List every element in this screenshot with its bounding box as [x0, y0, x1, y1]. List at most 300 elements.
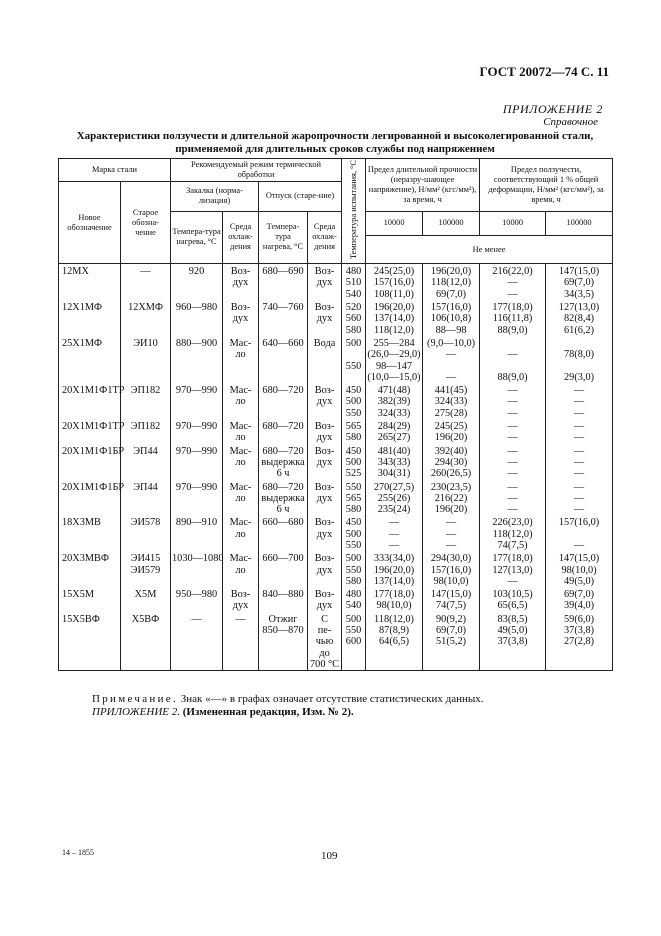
cell-rupture-10000-line: 196(20,0)	[373, 302, 415, 314]
cell-quench-medium-line: дух	[232, 277, 249, 289]
cell-test-temp-line: 550	[345, 407, 362, 419]
cell-quench-medium-line: ло	[235, 349, 246, 361]
cell-temper-medium-line: Вода	[313, 337, 336, 349]
cell-temper-temp	[259, 383, 308, 419]
cell-creep-10000-line: —	[507, 421, 518, 433]
cell-old-grade-line: ЭИ415	[130, 553, 161, 565]
cell-rupture-10000	[366, 300, 423, 336]
cell-creep-10000	[480, 551, 546, 587]
cell-rupture-100000-line: 147(15,0)	[430, 589, 472, 601]
cell-rupture-10000-line: 98—147	[376, 360, 413, 372]
cell-new-grade-line: 20Х3МВФ	[62, 553, 110, 565]
cell-rupture-100000	[423, 300, 480, 336]
cell-temper-temp	[259, 612, 308, 671]
cell-creep-10000-line: 74(7,5)	[497, 540, 528, 551]
table-row	[59, 419, 613, 444]
cell-rupture-100000-line: 260(26,5)	[430, 468, 472, 480]
cell-new-grade-line: 20Х1М1Ф1БР	[62, 481, 125, 493]
cell-creep-100000-line: —	[573, 456, 585, 468]
cell-rupture-10000-line: 255—284	[373, 337, 415, 349]
table-row	[59, 383, 613, 419]
cell-old-grade-line: ЭП182	[130, 385, 161, 397]
cell-rupture-10000-line: —	[388, 540, 400, 551]
cell-rupture-100000	[423, 383, 480, 419]
cell-new-grade	[59, 612, 121, 671]
cell-temper-medium-line: Воз-	[314, 517, 335, 529]
cell-rupture-100000	[423, 515, 480, 551]
cell-old-grade-line: 12ХМФ	[128, 302, 163, 314]
cell-rupture-100000	[423, 264, 480, 300]
cell-temper-medium-line: 700 °С	[310, 658, 340, 670]
cell-creep-100000-line: 147(15,0)	[558, 553, 600, 565]
cell-creep-10000-line: —	[507, 277, 518, 289]
table-row	[59, 480, 613, 516]
cell-rupture-100000-line: (9,0—10,0)	[427, 337, 476, 349]
cell-rupture-100000-line: 118(12,0)	[431, 277, 472, 289]
cell-creep-100000-line: —	[573, 540, 585, 551]
cell-test-temp-line: 580	[345, 432, 362, 444]
cell-quench-medium	[223, 419, 259, 444]
table-row	[59, 587, 613, 612]
cell-creep-100000	[546, 515, 613, 551]
cell-temper-temp	[259, 587, 308, 612]
cell-creep-10000	[480, 383, 546, 419]
cell-temper-temp-line: 850—870	[262, 625, 304, 637]
cell-quench-medium-line: ло	[235, 432, 246, 444]
cell-quench-medium-line: Воз-	[230, 266, 251, 278]
cell-new-grade	[59, 515, 121, 551]
cell-old-grade	[121, 480, 171, 516]
cell-quench-temp	[171, 419, 223, 444]
cell-new-grade-line: 15Х5М	[62, 589, 95, 601]
cell-rupture-10000	[366, 264, 423, 300]
cell-creep-10000	[480, 300, 546, 336]
note	[92, 692, 484, 706]
cell-old-grade	[121, 419, 171, 444]
cell-quench-medium	[223, 551, 259, 587]
table-title	[60, 130, 610, 156]
cell-temper-temp	[259, 264, 308, 300]
cell-rupture-100000-line: 106(10,8)	[430, 313, 472, 325]
cell-rupture-10000	[366, 515, 423, 551]
cell-temper-temp	[259, 515, 308, 551]
cell-test-temp-line: 580	[345, 504, 362, 516]
cell-test-temp-line: 510	[345, 277, 362, 289]
cell-old-grade	[121, 264, 171, 300]
cell-rupture-100000-line: 275(28)	[434, 407, 468, 419]
cell-test-temp-line	[343, 349, 364, 360]
cell-creep-10000-line: 49(5,0)	[497, 625, 528, 637]
cell-rupture-10000	[366, 336, 423, 383]
cell-old-grade-line: ЭИ579	[130, 564, 161, 576]
cell-rupture-10000-line: (26,0—29,0)	[367, 349, 421, 361]
cell-temper-temp	[259, 300, 308, 336]
cell-test-temp	[342, 383, 366, 419]
cell-rupture-100000	[423, 587, 480, 612]
cell-creep-100000	[546, 612, 613, 671]
cell-creep-10000-line: 116(11,8)	[492, 313, 533, 325]
cell-creep-10000-line: —	[507, 468, 518, 480]
cell-test-temp-line: 550	[345, 625, 362, 637]
cell-temper-medium	[308, 587, 342, 612]
table-row	[59, 336, 613, 383]
cell-rupture-10000-line: 98(10,0)	[376, 600, 412, 612]
cell-test-temp	[342, 612, 366, 671]
cell-creep-10000-line: —	[507, 492, 518, 504]
cell-quench-medium-line: Мас-	[229, 481, 252, 493]
cell-temper-medium	[308, 551, 342, 587]
amendment-appendix: ПРИЛОЖЕНИЕ 2.	[92, 706, 180, 718]
cell-test-temp-line: 450	[345, 445, 362, 457]
cell-rupture-100000	[423, 336, 480, 383]
cell-temper-temp-line: 640—660	[262, 337, 304, 349]
cell-creep-100000	[546, 444, 613, 480]
cell-creep-100000-line: 61(6,2)	[564, 324, 595, 336]
cell-quench-medium-line: дух	[232, 600, 249, 612]
cell-temper-temp-line: 660—700	[262, 553, 304, 565]
cell-test-temp-line: 550	[345, 564, 362, 576]
cell-temper-medium-line: Воз-	[314, 266, 335, 278]
cell-quench-medium-line: Мас-	[229, 385, 252, 397]
cell-quench-medium-line: —	[235, 613, 246, 625]
cell-new-grade	[59, 480, 125, 516]
cell-quench-temp-line: 970—990	[175, 385, 218, 397]
cell-quench-temp	[171, 480, 223, 516]
cell-temper-temp	[259, 480, 308, 516]
cell-new-grade	[59, 444, 125, 480]
cell-temper-medium-line: дух	[316, 492, 333, 504]
cell-temper-medium-line: дух	[316, 432, 333, 444]
cell-temper-medium	[308, 336, 342, 383]
cell-creep-10000-line: —	[507, 288, 518, 300]
note-label: Примечание.	[92, 693, 179, 705]
cell-temper-medium-line: пе-	[317, 625, 332, 637]
cell-creep-10000-line: —	[507, 385, 518, 397]
cell-creep-10000-line: 65(6,5)	[497, 600, 528, 612]
cell-old-grade	[121, 515, 171, 551]
header-creep-100000: 100000	[546, 211, 613, 236]
header-quench: Закалка (норма-лизация)	[171, 182, 259, 212]
cell-test-temp-line: 480	[345, 266, 362, 278]
cell-creep-100000	[546, 300, 613, 336]
cell-test-temp	[342, 336, 366, 383]
footer-code: 14 – 1855	[62, 848, 94, 857]
table-row	[59, 300, 613, 336]
cell-temper-medium	[308, 383, 342, 419]
cell-creep-100000	[546, 264, 613, 300]
cell-creep-100000-line: 78(8,0)	[564, 349, 595, 361]
cell-creep-10000-line: —	[507, 407, 518, 419]
cell-test-temp	[342, 587, 366, 612]
cell-creep-100000-line: 69(7,0)	[564, 277, 595, 289]
cell-creep-10000	[480, 480, 546, 516]
cell-rupture-100000-line: 294(30,0)	[430, 553, 472, 565]
cell-new-grade	[59, 419, 125, 444]
cell-rupture-100000-line: 196(20)	[434, 432, 468, 444]
cell-creep-100000-line: 127(13,0)	[558, 302, 600, 314]
cell-creep-100000-line: 49(5,0)	[564, 575, 595, 587]
cell-test-temp	[342, 264, 366, 300]
cell-test-temp-line: 580	[345, 575, 362, 587]
cell-creep-100000-line: 82(8,4)	[564, 313, 595, 325]
cell-temper-temp-line: выдержка	[261, 492, 305, 504]
cell-temper-medium-line: до	[319, 647, 330, 659]
cell-temper-medium-line: Воз-	[314, 302, 335, 314]
cell-quench-temp-line: 1030—1080	[172, 553, 224, 565]
cell-creep-100000-line: —	[573, 481, 585, 493]
cell-quench-temp-line: 950—980	[175, 589, 218, 601]
cell-rupture-10000-line: 118(12,0)	[374, 324, 414, 336]
cell-creep-100000-line: —	[573, 396, 585, 408]
cell-temper-medium-line: дух	[316, 396, 333, 408]
cell-creep-100000-line: 27(2,8)	[564, 636, 595, 648]
cell-rupture-10000-line: 481(40)	[377, 445, 411, 457]
cell-creep-10000	[480, 264, 546, 300]
cell-new-grade-line: 18Х3МВ	[62, 517, 101, 529]
cell-quench-medium	[223, 515, 259, 551]
cell-rupture-10000-line: 118(12,0)	[374, 613, 414, 625]
table-row	[59, 515, 613, 551]
cell-new-grade-line: 12Х1МФ	[62, 302, 103, 314]
cell-quench-temp-line: 890—910	[175, 517, 218, 529]
cell-quench-temp	[171, 515, 223, 551]
cell-temper-temp-line: 840—880	[262, 589, 304, 601]
cell-rupture-100000-line: —	[445, 528, 457, 540]
cell-rupture-100000-line: 392(40)	[434, 445, 468, 457]
cell-test-temp	[342, 300, 366, 336]
cell-rupture-10000	[366, 587, 423, 612]
page-number: 109	[321, 850, 338, 862]
cell-creep-10000-line: 226(23,0)	[492, 517, 533, 529]
cell-rupture-100000-line: 324(33)	[434, 396, 468, 408]
header-creep-10000: 10000	[480, 211, 546, 236]
cell-rupture-100000	[423, 419, 480, 444]
cell-creep-10000-line	[481, 338, 544, 349]
cell-quench-medium-line: Мас-	[229, 337, 252, 349]
cell-rupture-100000-line: 69(7,0)	[436, 288, 467, 300]
cell-rupture-10000-line: 196(20,0)	[373, 564, 415, 576]
cell-quench-medium-line: ло	[235, 528, 246, 540]
cell-creep-100000-line: —	[573, 492, 585, 504]
cell-rupture-10000-line: 64(6,5)	[379, 636, 410, 648]
cell-creep-100000-line: —	[573, 421, 585, 433]
cell-temper-temp	[259, 444, 308, 480]
cell-test-temp-line: 480	[345, 589, 362, 601]
cell-new-grade-line: 20Х1М1Ф1БР	[62, 445, 125, 457]
cell-quench-medium-line: дух	[232, 313, 249, 325]
cell-quench-temp	[171, 336, 223, 383]
cell-rupture-10000	[366, 551, 423, 587]
cell-rupture-100000-line: —	[445, 540, 457, 551]
cell-test-temp-line: 525	[345, 468, 362, 480]
cell-quench-medium-line: Мас-	[229, 421, 252, 433]
header-rupture-10000: 10000	[366, 211, 423, 236]
cell-rupture-10000-line: 87(8,9)	[379, 625, 410, 637]
cell-temper-medium-line: дух	[316, 528, 333, 540]
table-body	[59, 264, 613, 671]
cell-creep-100000-line: 157(16,0)	[558, 517, 600, 529]
cell-quench-medium	[223, 336, 259, 383]
cell-creep-10000-line	[481, 361, 544, 372]
cell-test-temp-line: 560	[345, 313, 362, 325]
cell-rupture-100000-line: 216(22)	[434, 492, 468, 504]
cell-rupture-10000-line: —	[388, 517, 400, 529]
header-temper: Отпуск (старе-ние)	[259, 182, 342, 212]
cell-creep-100000-line: —	[573, 407, 585, 419]
cell-rupture-10000-line: 255(26)	[377, 492, 411, 504]
header-creep-limit: Предел ползучести, соответствующий 1 % общей деформации, Н/мм² (кгс/мм²), за время, ч	[480, 159, 613, 212]
cell-creep-10000	[480, 587, 546, 612]
cell-old-grade-line: Х5ВФ	[131, 613, 160, 625]
cell-quench-temp	[171, 300, 223, 336]
cell-creep-100000-line: 69(7,0)	[564, 589, 595, 601]
table-title-line-2: применяемой для длительных сроков службы под напряжением	[175, 143, 495, 155]
cell-rupture-100000	[423, 612, 480, 671]
cell-quench-medium-line: Мас-	[229, 553, 252, 565]
cell-old-grade	[121, 551, 171, 587]
cell-creep-100000-line: —	[573, 385, 585, 397]
cell-temper-medium-line: Воз-	[314, 553, 335, 565]
cell-creep-100000	[546, 587, 613, 612]
cell-temper-temp	[259, 551, 308, 587]
cell-creep-100000-line	[547, 529, 611, 540]
cell-rupture-100000-line: 441(45)	[434, 385, 468, 397]
cell-creep-100000-line: 29(3,0)	[564, 371, 595, 383]
cell-creep-10000-line: 216(22,0)	[492, 266, 533, 278]
cell-test-temp	[342, 515, 366, 551]
cell-old-grade-line: ЭП44	[133, 481, 158, 493]
cell-temper-temp-line: 680—720	[262, 481, 304, 493]
page-header: ГОСТ 20072—74 С. 11	[479, 64, 609, 79]
cell-quench-temp-line: 970—990	[175, 445, 218, 457]
cell-creep-10000-line: 177(18,0)	[492, 553, 533, 565]
cell-rupture-100000-line: 196(20,0)	[430, 266, 472, 278]
header-old-designation: Старое обозна-чение	[121, 182, 171, 264]
cell-creep-10000-line: 83(8,5)	[497, 613, 528, 625]
cell-test-temp-line: 500	[345, 553, 362, 565]
cell-rupture-10000-line: 265(27)	[377, 432, 411, 444]
cell-rupture-100000-line	[424, 361, 478, 372]
header-quench-temp: Темпера-тура нагрева, °С	[171, 211, 223, 264]
cell-quench-temp	[171, 551, 223, 587]
cell-temper-medium-line: Воз-	[314, 421, 335, 433]
cell-rupture-100000-line: 157(16,0)	[430, 564, 472, 576]
cell-test-temp-line: 450	[345, 385, 362, 397]
cell-temper-temp-line: 660—680	[262, 517, 304, 529]
cell-temper-temp	[259, 336, 308, 383]
cell-quench-temp-line: 970—990	[175, 481, 218, 493]
cell-quench-medium	[223, 383, 259, 419]
cell-test-temp-line: 520	[345, 302, 362, 314]
cell-old-grade	[121, 444, 171, 480]
cell-test-temp-line: 500	[345, 456, 362, 468]
cell-creep-10000-line: —	[507, 349, 518, 361]
cell-rupture-10000-line: 333(34,0)	[373, 553, 415, 565]
cell-quench-temp-line: 970—990	[175, 421, 218, 433]
cell-old-grade-line: ЭП182	[130, 421, 161, 433]
cell-quench-temp	[171, 587, 223, 612]
cell-new-grade-line: 20Х1М1Ф1ТР	[62, 421, 125, 433]
cell-old-grade-line: —	[140, 266, 151, 278]
cell-rupture-10000-line: 245(25,0)	[373, 266, 415, 278]
header-rupture-100000: 100000	[423, 211, 480, 236]
cell-rupture-10000	[366, 444, 423, 480]
cell-rupture-10000-line: 304(31)	[377, 468, 411, 480]
cell-test-temp-line: 550	[345, 481, 362, 493]
cell-creep-10000	[480, 444, 546, 480]
cell-creep-10000	[480, 419, 546, 444]
cell-creep-10000-line: 103(10,5)	[492, 589, 533, 601]
cell-temper-medium	[308, 419, 342, 444]
table-row	[59, 551, 613, 587]
cell-test-temp-line: 565	[345, 492, 362, 504]
cell-creep-10000-line: 177(18,0)	[492, 302, 533, 314]
cell-quench-medium-line: ло	[235, 492, 246, 504]
cell-rupture-10000-line: 324(33)	[377, 407, 411, 419]
cell-creep-10000-line: —	[507, 504, 518, 516]
cell-creep-100000-line: 34(3,5)	[564, 288, 595, 300]
cell-creep-100000-line: —	[573, 445, 585, 457]
cell-test-temp-line: 500	[345, 396, 362, 408]
cell-temper-medium-line: Воз-	[314, 445, 335, 457]
cell-new-grade-line: 12МХ	[62, 266, 89, 278]
cell-temper-medium-line: дух	[316, 313, 333, 325]
cell-rupture-10000-line: 235(24)	[377, 504, 411, 516]
cell-creep-100000	[546, 383, 613, 419]
cell-temper-medium-line: дух	[316, 456, 333, 468]
cell-quench-medium	[223, 587, 259, 612]
cell-test-temp	[342, 444, 366, 480]
cell-rupture-10000-line: 137(14,0)	[373, 313, 415, 325]
cell-quench-temp-line: 960—980	[175, 302, 218, 314]
cell-creep-100000-line: —	[573, 468, 585, 480]
cell-quench-medium-line: Воз-	[230, 589, 251, 601]
cell-creep-100000	[546, 480, 613, 516]
header-rupture-strength: Предел длительной прочности (неразру-шающее напряжение), Н/мм² (кгс/мм²), за время, ч	[366, 159, 480, 212]
cell-old-grade	[121, 587, 171, 612]
cell-temper-temp-line: 680—720	[262, 445, 304, 457]
cell-rupture-10000-line: 108(11,0)	[374, 288, 414, 300]
cell-creep-10000	[480, 612, 546, 671]
cell-temper-temp-line: 680—690	[262, 266, 304, 278]
cell-new-grade	[59, 336, 121, 383]
cell-old-grade	[121, 336, 171, 383]
cell-creep-100000-line: 147(15,0)	[558, 266, 600, 278]
cell-creep-10000	[480, 336, 546, 383]
table-title-line-1: Характеристики ползучести и длительной жаропрочности легированной и высоколегированной стали,	[76, 130, 594, 142]
cell-rupture-10000-line: (10,0—15,0)	[367, 371, 421, 383]
cell-temper-temp-line: 740—760	[262, 302, 304, 314]
header-new-designation: Новое обозначение	[59, 182, 121, 264]
cell-creep-10000-line: —	[507, 575, 518, 587]
cell-old-grade	[121, 383, 171, 419]
cell-temper-temp-line: Отжиг	[268, 613, 298, 625]
header-not-less: Не менее	[366, 236, 613, 264]
cell-rupture-100000	[423, 480, 480, 516]
note-text: Знак «—» в графах означает отсутствие статистических данных.	[178, 693, 484, 705]
cell-rupture-10000	[366, 419, 423, 444]
cell-quench-medium-line: Воз-	[230, 302, 251, 314]
cell-rupture-100000-line: 196(20)	[434, 504, 468, 516]
cell-temper-temp-line: 6 ч	[276, 468, 290, 480]
cell-creep-10000-line: 88(9,0)	[497, 371, 528, 383]
cell-quench-medium	[223, 444, 259, 480]
cell-test-temp-line: 550	[345, 360, 362, 372]
cell-rupture-100000-line: 69(7,0)	[436, 625, 467, 637]
cell-rupture-10000-line: 343(33)	[377, 456, 411, 468]
cell-quench-temp	[171, 264, 223, 300]
header-temper-temp: Темпера-тура нагрева, °С	[259, 211, 308, 264]
